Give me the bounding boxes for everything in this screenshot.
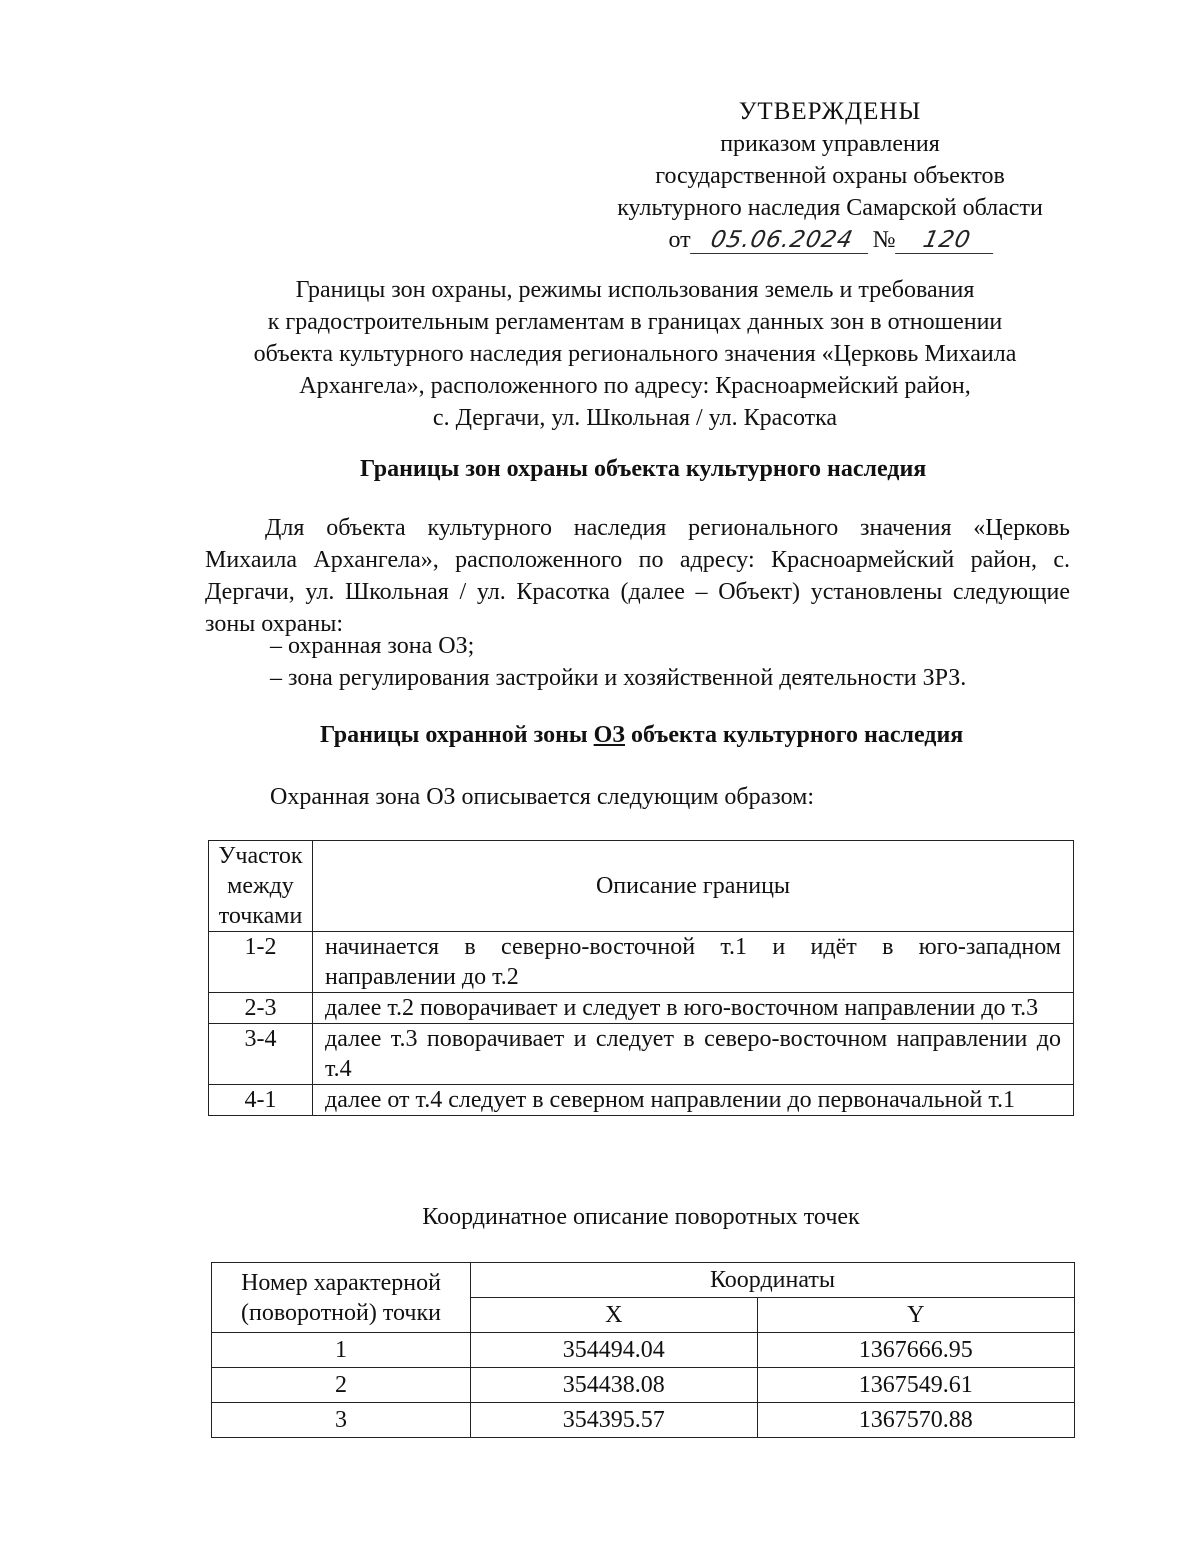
title-line-2: к градостроительным регламентам в границах данных зон в отношении bbox=[267, 309, 1003, 335]
title-line-1: Границы зон охраны, режимы использования земель и требования bbox=[295, 277, 975, 303]
y-cell: 1367549.61 bbox=[757, 1368, 1075, 1403]
approval-title: УТВЕРЖДЕНЫ bbox=[738, 98, 922, 125]
x-cell: 354395.57 bbox=[471, 1403, 758, 1438]
heading-part-1: Границы охранной зоны bbox=[320, 722, 594, 748]
description-cell: начинается в северно-восточной т.1 и идёт в юго-западном направлении до т.2 bbox=[313, 932, 1074, 993]
table-row bbox=[209, 1085, 1074, 1116]
date-prefix: от bbox=[668, 227, 691, 253]
point-number-cell: 3 bbox=[212, 1403, 471, 1438]
handwritten-date: 05.06.2024 bbox=[693, 224, 870, 256]
point-number-cell: 2 bbox=[212, 1368, 471, 1403]
header-description: Описание границы bbox=[313, 841, 1074, 932]
approval-line-1: приказом управления bbox=[720, 131, 940, 157]
header-y: Y bbox=[757, 1298, 1075, 1333]
table-row bbox=[212, 1403, 1075, 1438]
heading-part-2: объекта культурного наследия bbox=[624, 722, 964, 748]
x-cell: 354494.04 bbox=[471, 1333, 758, 1368]
point-number-cell: 1 bbox=[212, 1333, 471, 1368]
boundary-table bbox=[208, 840, 1074, 1116]
approval-line-2: государственной охраны объектов bbox=[655, 163, 1005, 189]
y-cell: 1367666.95 bbox=[757, 1333, 1075, 1368]
handwritten-number: 120 bbox=[898, 224, 995, 256]
segment-cell: 1-2 bbox=[209, 932, 313, 993]
zones-list bbox=[270, 630, 966, 694]
x-cell: 354438.08 bbox=[471, 1368, 758, 1403]
section-1-paragraph: Для объекта культурного наследия регионального значения «Церковь Михаила Архангела», расположенного по адресу: Красноармейский район, с. Дергачи, ул. Школьная / ул. Красотка (далее – Объект) установлены следующие зоны охраны: bbox=[205, 515, 1070, 637]
list-item: – охранная зона ОЗ; bbox=[270, 633, 475, 659]
header-point-number: Номер характерной (поворотной) точки bbox=[212, 1263, 471, 1333]
section-1-heading: Границы зон охраны объекта культурного наследия bbox=[360, 456, 927, 482]
table-row bbox=[209, 932, 1074, 993]
header-segment: Участок между точками bbox=[209, 841, 313, 932]
description-cell: далее т.3 поворачивает и следует в северо-восточном направлении до т.4 bbox=[313, 1024, 1074, 1085]
table-row bbox=[212, 1333, 1075, 1368]
approval-date-line bbox=[668, 224, 991, 256]
table-row bbox=[209, 1024, 1074, 1085]
list-item: – зона регулирования застройки и хозяйственной деятельности ЗРЗ. bbox=[270, 665, 967, 691]
table-row bbox=[212, 1368, 1075, 1403]
document-title bbox=[200, 274, 1070, 434]
approval-block bbox=[560, 96, 1100, 256]
description-cell: далее от т.4 следует в северном направлении до первоначальной т.1 bbox=[313, 1085, 1074, 1116]
number-prefix: № bbox=[872, 227, 896, 253]
title-line-3: объекта культурного наследия регионального значения «Церковь Михаила bbox=[253, 341, 1017, 367]
segment-cell: 2-3 bbox=[209, 993, 313, 1024]
coords-table bbox=[211, 1262, 1075, 1438]
description-cell: далее т.2 поворачивает и следует в юго-восточном направлении до т.3 bbox=[313, 993, 1074, 1024]
y-cell: 1367570.88 bbox=[757, 1403, 1075, 1438]
header-coordinates: Координаты bbox=[471, 1263, 1075, 1298]
table-header-row bbox=[212, 1263, 1075, 1298]
segment-cell: 3-4 bbox=[209, 1024, 313, 1085]
title-line-5: с. Дергачи, ул. Школьная / ул. Красотка bbox=[432, 405, 838, 431]
coords-caption: Координатное описание поворотных точек bbox=[422, 1204, 860, 1230]
approval-line-3: культурного наследия Самарской области bbox=[617, 195, 1043, 221]
title-line-4: Архангела», расположенного по адресу: Красноармейский район, bbox=[299, 373, 971, 399]
table-row bbox=[209, 993, 1074, 1024]
section-2-heading bbox=[320, 722, 963, 749]
heading-zone-code: ОЗ bbox=[593, 722, 625, 748]
table-header-row bbox=[209, 841, 1074, 932]
segment-cell: 4-1 bbox=[209, 1085, 313, 1116]
section-2-intro: Охранная зона ОЗ описывается следующим образом: bbox=[270, 784, 815, 810]
header-x: X bbox=[471, 1298, 758, 1333]
